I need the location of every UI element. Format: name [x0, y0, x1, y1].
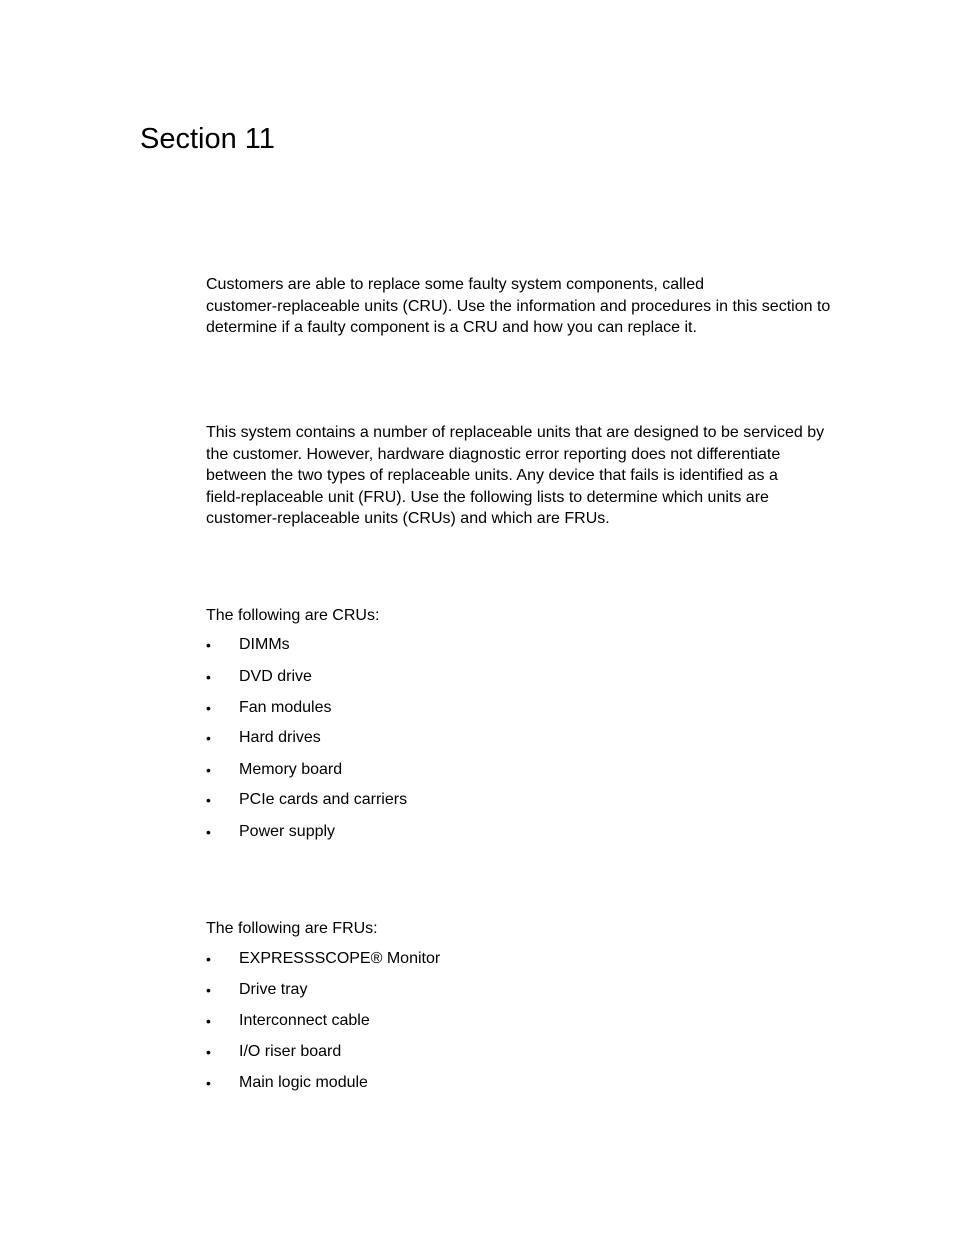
intro-line: Customers are able to replace some faulty system components, called	[206, 276, 705, 293]
list-item-text: I/O riser board	[239, 1043, 342, 1060]
list-item-text: PCIe cards and carriers	[239, 791, 408, 808]
overview-line: field-replaceable unit (FRU). Use the following lists to determine which units are	[206, 488, 769, 506]
bullet-icon: •	[206, 762, 211, 778]
bullet-icon: •	[206, 1075, 211, 1091]
list-item-text: Main logic module	[239, 1074, 368, 1091]
list-item-text: Memory board	[239, 761, 343, 778]
list-item-text: Power supply	[239, 823, 336, 840]
overview-line: This system contains a number of replaceable units that are designed to be serviced by	[206, 424, 825, 441]
bullet-icon: •	[206, 730, 211, 746]
bullet-icon: •	[206, 700, 211, 716]
overview-line: between the two types of replaceable units. Any device that fails is identified as a	[206, 467, 778, 484]
cru-list-heading: The following are CRUs:	[206, 607, 380, 624]
overview-paragraph	[206, 422, 852, 530]
bullet-icon: •	[206, 951, 211, 967]
intro-paragraph	[206, 274, 852, 339]
list-item-text: DIMMs	[239, 636, 290, 653]
bullet-icon: •	[206, 982, 211, 998]
bullet-icon: •	[206, 1044, 211, 1060]
intro-line: determine if a faulty component is a CRU and how you can replace it.	[206, 319, 697, 336]
bullet-icon: •	[206, 637, 211, 653]
list-item-text: Drive tray	[239, 981, 308, 998]
overview-line: customer-replaceable units (CRUs) and which are FRUs.	[206, 510, 610, 527]
intro-line: customer-replaceable units (CRU). Use the information and procedures in this section to	[206, 297, 831, 315]
overview-line: the customer. However, hardware diagnostic error reporting does not differentiate	[206, 445, 781, 463]
bullet-icon: •	[206, 824, 211, 840]
bullet-icon: •	[206, 669, 211, 685]
bullet-icon: •	[206, 1013, 211, 1029]
bullet-icon: •	[206, 792, 211, 808]
list-item-text: Hard drives	[239, 729, 321, 746]
fru-list-heading: The following are FRUs:	[206, 920, 378, 937]
list-item-text: Interconnect cable	[239, 1012, 370, 1029]
section-title: Section 11	[140, 123, 275, 155]
list-item-text: EXPRESSSCOPE® Monitor	[239, 950, 441, 967]
list-item-text: DVD drive	[239, 668, 312, 685]
list-item-text: Fan modules	[239, 699, 332, 716]
